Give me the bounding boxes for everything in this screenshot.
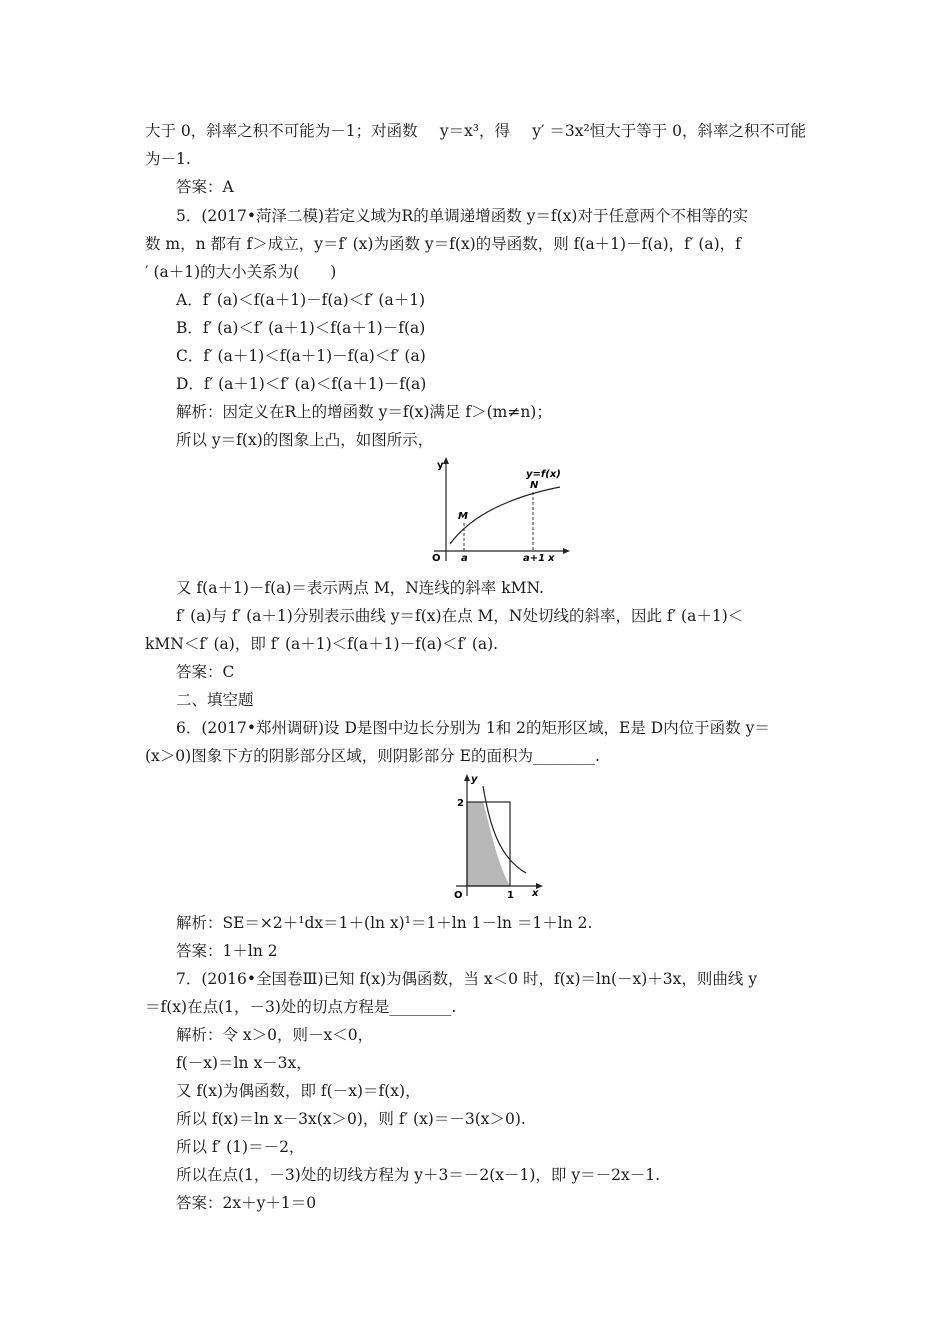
text-line: 为－1.: [145, 150, 191, 168]
question-5-line-3: ′ (a＋1)的大小关系为( ): [145, 263, 337, 281]
origin-label: O: [432, 553, 441, 564]
figure-concave-curve: [420, 455, 570, 565]
solution-line: 解析：令 x＞0，则－x＜0，: [176, 1026, 374, 1044]
question-6-line-1: 6．(2017•郑州调研)设 D是图中边长分别为 1和 2的矩形区域，E是 D内位于函数 y＝: [176, 719, 770, 737]
solution-line: f(－x)＝ln x－3x，: [176, 1054, 312, 1072]
tick-a1-label: a+1: [523, 553, 546, 564]
x-label: x: [548, 553, 555, 564]
y-label: y: [437, 460, 444, 471]
solution-line: f′ (a)与 f′ (a＋1)分别表示曲线 y＝f(x)在点 M，N处切线的斜率，因此 f′ (a＋1)＜: [176, 607, 744, 625]
curve-label: y=f(x): [526, 469, 561, 480]
solution-line: 所以 f(x)＝ln x－3x(x＞0)，则 f′ (x)＝－3(x＞0).: [176, 1110, 526, 1128]
solution-line: 所以在点(1，－3)处的切线方程为 y＋3＝－2(x－1)，即 y＝－2x－1.: [176, 1166, 660, 1184]
point-m-label: M: [458, 511, 468, 522]
x-axis-arrow: [563, 548, 570, 554]
y-axis-arrow: [443, 457, 449, 464]
solution-line: 解析：SE＝×2＋¹dx＝1＋(ln x)¹＝1＋ln 1－ln ＝1＋ln 2.: [176, 914, 593, 932]
x-label: x: [532, 888, 539, 899]
tick-y-label: 2: [457, 798, 464, 809]
figure-shaded-region: [440, 768, 550, 903]
solution-line: kMN＜f′ (a)，即 f′ (a＋1)＜f(a＋1)－f(a)＜f′ (a).: [145, 635, 499, 653]
text-line-part: 大于 0，斜率之积不可能为－1；对函数: [145, 122, 418, 140]
question-5-line-1: 5．(2017•菏泽二模)若定义域为R的单调递增函数 y＝f(x)对于任意两个不相等的实: [176, 207, 748, 225]
question-7-line-2: ＝f(x)在点(1，－3)处的切点方程是________.: [145, 998, 457, 1016]
question-6-line-2: (x＞0)图象下方的阴影部分区域，则阴影部分 E的面积为________.: [145, 747, 600, 765]
solution-line: 所以 y＝f(x)的图象上凸，如图所示，: [176, 431, 434, 449]
section-heading: 二、填空题: [176, 691, 254, 709]
solution-line: 又 f(x)为偶函数，即 f(－x)＝f(x)，: [176, 1082, 421, 1100]
option-b: B．f′ (a)＜f′ (a＋1)＜f(a＋1)－f(a): [176, 319, 426, 337]
point-n-label: N: [530, 480, 539, 491]
text-line-part: y′ ＝3x²恒大于等于 0，斜率之积不可能: [532, 122, 806, 140]
text-line: [145, 120, 806, 142]
solution-line: 所以 f′ (1)＝－2，: [176, 1138, 305, 1156]
question-5-line-2: 数 m，n 都有 f＞成立，y＝f′ (x)为函数 y＝f(x)的导函数，则 f(a＋1)－f(a)，f′ (a)，f: [145, 235, 741, 253]
question-7-line-1: 7．(2016•全国卷Ⅲ)已知 f(x)为偶函数，当 x＜0 时，f(x)＝ln(－x)＋3x，则曲线 y: [176, 970, 758, 988]
text-line-part: y＝x³，得: [439, 122, 511, 140]
origin-label: O: [454, 890, 463, 901]
option-c: C．f′ (a＋1)＜f(a＋1)－f(a)＜f′ (a): [176, 347, 426, 365]
tick-x-label: 1: [507, 890, 514, 901]
answer-line: 答案：1＋ln 2: [176, 942, 278, 960]
y-axis-arrow: [464, 774, 470, 781]
answer-line: 答案：C: [176, 663, 235, 681]
solution-line: 解析：因定义在R上的增函数 y＝f(x)满足 f＞(m≠n)；: [176, 403, 552, 421]
option-a: A．f′ (a)＜f(a＋1)－f(a)＜f′ (a＋1): [176, 291, 426, 309]
solution-line: 又 f(a＋1)－f(a)＝表示两点 M，N连线的斜率 kMN.: [176, 579, 544, 597]
answer-line: 答案：2x＋y＋1＝0: [176, 1194, 317, 1212]
tick-a-label: a: [461, 553, 468, 564]
answer-line: 答案：A: [176, 178, 234, 196]
y-label: y: [471, 774, 478, 785]
option-d: D．f′ (a＋1)＜f′ (a)＜f(a＋1)－f(a): [176, 375, 427, 393]
